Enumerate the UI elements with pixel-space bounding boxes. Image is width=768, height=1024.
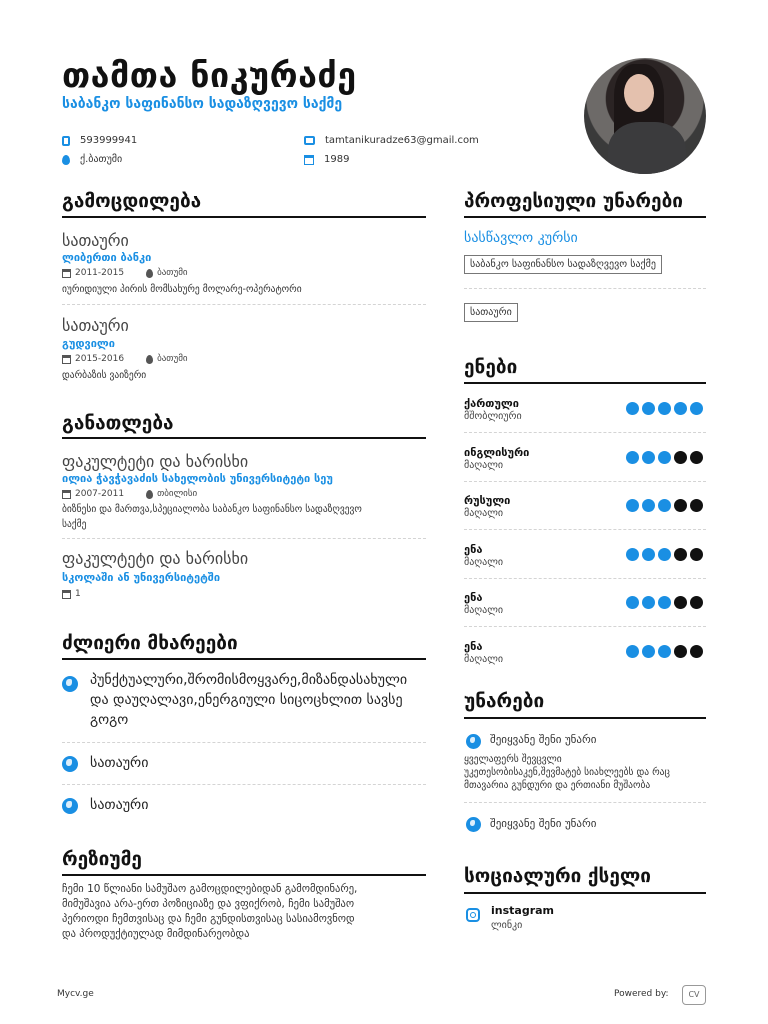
experience-rule — [62, 216, 426, 218]
location-pin-icon — [62, 155, 70, 165]
rating-dot-filled — [658, 451, 671, 464]
rating-dot-empty — [690, 499, 703, 512]
experience-company: გუდვილი — [62, 337, 115, 350]
contact-location — [62, 154, 122, 165]
footer-powered-by: Powered by: — [614, 989, 669, 999]
course-link[interactable]: სასწავლო კურსი — [464, 230, 578, 246]
rating-dot-filled — [626, 451, 639, 464]
divider — [62, 742, 426, 743]
education-school: სკოლაში ან უნივერსიტეტში — [62, 571, 221, 584]
globe-icon — [62, 756, 78, 772]
rating-dot-empty — [674, 645, 687, 658]
footer-site[interactable]: Mycv.ge — [57, 989, 94, 999]
email-icon — [304, 136, 315, 145]
education-description-line: საქმე — [62, 519, 87, 530]
divider — [464, 529, 706, 530]
language-rating — [626, 499, 703, 512]
rating-dot-filled — [642, 451, 655, 464]
rating-dot-empty — [690, 596, 703, 609]
language-level: მაღალი — [464, 459, 504, 471]
education-city: თბილისი — [157, 489, 198, 499]
rating-dot-filled — [642, 402, 655, 415]
skill-description-line: ყველაფერს შევცვლი — [464, 754, 562, 765]
social-network: instagram — [491, 904, 555, 917]
rating-dot-filled — [626, 548, 639, 561]
rating-dot-filled — [626, 645, 639, 658]
education-rule — [62, 437, 426, 439]
experience-heading: გამოცდილება — [62, 190, 202, 212]
phone-value: 593999941 — [80, 135, 138, 146]
language-name: ქართული — [464, 397, 519, 410]
language-rating — [626, 451, 703, 464]
rating-dot-empty — [690, 548, 703, 561]
languages-rule — [464, 382, 706, 384]
experience-dates: 2011-2015 — [75, 268, 125, 278]
language-level: მაღალი — [464, 653, 504, 665]
phone-icon — [62, 136, 70, 146]
experience-position: სათაური — [62, 316, 129, 335]
divider — [464, 481, 706, 482]
divider — [62, 304, 426, 305]
rating-dot-empty — [674, 451, 687, 464]
birth-year-value: 1989 — [324, 154, 350, 165]
language-rating — [626, 645, 703, 658]
skill-description-line: უკეთესობისაკენ,შევმატებ სიახლეებს და რაც — [464, 767, 670, 778]
summary-line: პერიოდი ჩემთვისაც და ჩემი გუნდისთვისაც სასიამოვნოდ — [62, 913, 355, 925]
location-pin-icon — [146, 355, 153, 364]
summary-rule — [62, 874, 426, 876]
job-title: საბანკო საფინანსო სადაზღვევო საქმე — [62, 96, 343, 112]
education-meta — [62, 589, 81, 599]
strength-line: გოგო — [90, 712, 129, 728]
globe-icon — [62, 676, 78, 692]
rating-dot-filled — [626, 499, 639, 512]
rating-dot-filled — [658, 402, 671, 415]
profile-photo — [584, 58, 706, 174]
experience-description: იურიდიული პირის მომსახურე მოლარე-ოპერატორი — [62, 284, 302, 295]
resume-name: თამთა ნიკურაძე — [62, 56, 357, 96]
education-description — [62, 502, 362, 532]
summary-heading: რეზიუმე — [62, 848, 142, 870]
email-value[interactable]: tamtanikuradze63@gmail.com — [325, 135, 479, 146]
rating-dot-filled — [658, 548, 671, 561]
education-degree: ფაკულტეტი და ხარისხი — [62, 549, 249, 568]
language-rating — [626, 548, 703, 561]
social-link[interactable]: ლინკი — [491, 920, 523, 931]
languages-heading: ენები — [464, 356, 518, 378]
strength-item: სათაური — [90, 797, 149, 813]
education-degree: ფაკულტეტი და ხარისხი — [62, 452, 249, 471]
rating-dot-filled — [658, 499, 671, 512]
language-rating — [626, 596, 703, 609]
rating-dot-filled — [658, 645, 671, 658]
skill-description-line: მთავარია გუნდური და ერთიანი მუშაობა — [464, 780, 651, 791]
contact-birth — [304, 154, 349, 165]
skill-description — [464, 753, 670, 792]
calendar-icon — [62, 355, 71, 364]
rating-dot-filled — [658, 596, 671, 609]
strengths-heading: ძლიერი მხარეები — [62, 632, 238, 654]
cv-logo[interactable]: CV — [682, 985, 706, 1005]
summary-line: და პროდუქტიულად მიმდინარეობდა — [62, 928, 250, 940]
rating-dot-filled — [642, 499, 655, 512]
rating-dot-empty — [690, 451, 703, 464]
divider — [62, 784, 426, 785]
location-value: ქ.ბათუმი — [80, 154, 123, 165]
rating-dot-filled — [626, 402, 639, 415]
skills-heading: უნარები — [464, 690, 545, 712]
calendar-icon — [62, 590, 71, 599]
skills-rule — [464, 717, 706, 719]
language-name: ინგლისური — [464, 445, 530, 459]
experience-description: დარბაზის ვაიზერი — [62, 370, 147, 381]
education-dates: 1 — [75, 589, 81, 599]
professional-skills-rule — [464, 216, 706, 218]
globe-icon — [466, 817, 481, 832]
contact-phone — [62, 135, 137, 146]
strength-line: პუნქტუალური,შრომისმოყვარე,მიზანდასახული — [90, 672, 408, 688]
divider — [464, 802, 706, 803]
summary-line: მიმუშავია არა-ერთ პოზიციაზე და ვფიქრობ, ჩემი სამუშაო — [62, 898, 355, 910]
rating-dot-empty — [674, 596, 687, 609]
social-rule — [464, 892, 706, 894]
location-pin-icon — [146, 490, 153, 499]
language-name: ენა — [464, 591, 483, 604]
language-level: მაღალი — [464, 508, 504, 519]
professional-skills-heading: პროფესიული უნარები — [464, 190, 683, 212]
rating-dot-filled — [626, 596, 639, 609]
rating-dot-empty — [690, 645, 703, 658]
rating-dot-empty — [674, 499, 687, 512]
strength-line: და დაუღალავი,ენერგიული სიცოცხლით სავსე — [90, 692, 403, 708]
experience-position: სათაური — [62, 231, 129, 250]
divider — [464, 578, 706, 579]
skill-tag: სათაური — [464, 303, 518, 322]
strength-item: სათაური — [90, 755, 149, 771]
location-pin-icon — [146, 269, 153, 278]
education-description-line: ბიზნესი და მართვა,სპეციალობა საბანკო საფინანსო სადაზღვევო — [62, 504, 362, 515]
language-level: მშობლიური — [464, 411, 522, 422]
rating-dot-filled — [690, 402, 703, 415]
summary-text — [62, 882, 357, 942]
experience-meta — [62, 268, 188, 278]
calendar-icon — [62, 490, 71, 499]
instagram-icon — [466, 908, 480, 922]
language-level: მაღალი — [464, 556, 504, 568]
strength-item — [90, 670, 407, 730]
globe-icon — [62, 798, 78, 814]
social-heading: სოციალური ქსელი — [464, 865, 652, 887]
education-school: ილია ჭავჭავაძის სახელობის უნივერსიტეტი სეუ — [62, 472, 333, 485]
rating-dot-filled — [642, 645, 655, 658]
experience-city: ბათუმი — [157, 268, 188, 278]
summary-line: ჩემი 10 წლიანი სამუშაო გამოცდილებიდან გამომდინარე, — [62, 883, 358, 895]
language-name: რუსული — [464, 494, 511, 507]
rating-dot-empty — [674, 548, 687, 561]
experience-dates: 2015-2016 — [75, 354, 125, 364]
language-level: მაღალი — [464, 605, 504, 616]
skill-label: შეიყვანე შენი უნარი — [490, 817, 597, 830]
divider — [62, 538, 426, 539]
contact-email — [304, 135, 479, 146]
rating-dot-filled — [642, 548, 655, 561]
experience-company: ლიბერთი ბანკი — [62, 251, 152, 264]
skill-label: შეიყვანე შენი უნარი — [490, 733, 597, 746]
education-meta — [62, 489, 197, 499]
rating-dot-filled — [642, 596, 655, 609]
divider — [464, 432, 706, 433]
rating-dot-filled — [674, 402, 687, 415]
globe-icon — [466, 734, 481, 749]
experience-meta — [62, 354, 188, 364]
language-name: ენა — [464, 542, 483, 556]
education-heading: განათლება — [62, 412, 174, 434]
skill-tag: საბანკო საფინანსო სადაზღვევო საქმე — [464, 255, 662, 274]
calendar-icon — [62, 269, 71, 278]
strengths-rule — [62, 658, 426, 660]
experience-city: ბათუმი — [157, 354, 188, 364]
language-name: ენა — [464, 639, 483, 653]
divider — [464, 288, 706, 289]
language-rating — [626, 402, 703, 415]
divider — [464, 626, 706, 627]
education-dates: 2007-2011 — [75, 489, 125, 499]
calendar-icon — [304, 155, 314, 165]
